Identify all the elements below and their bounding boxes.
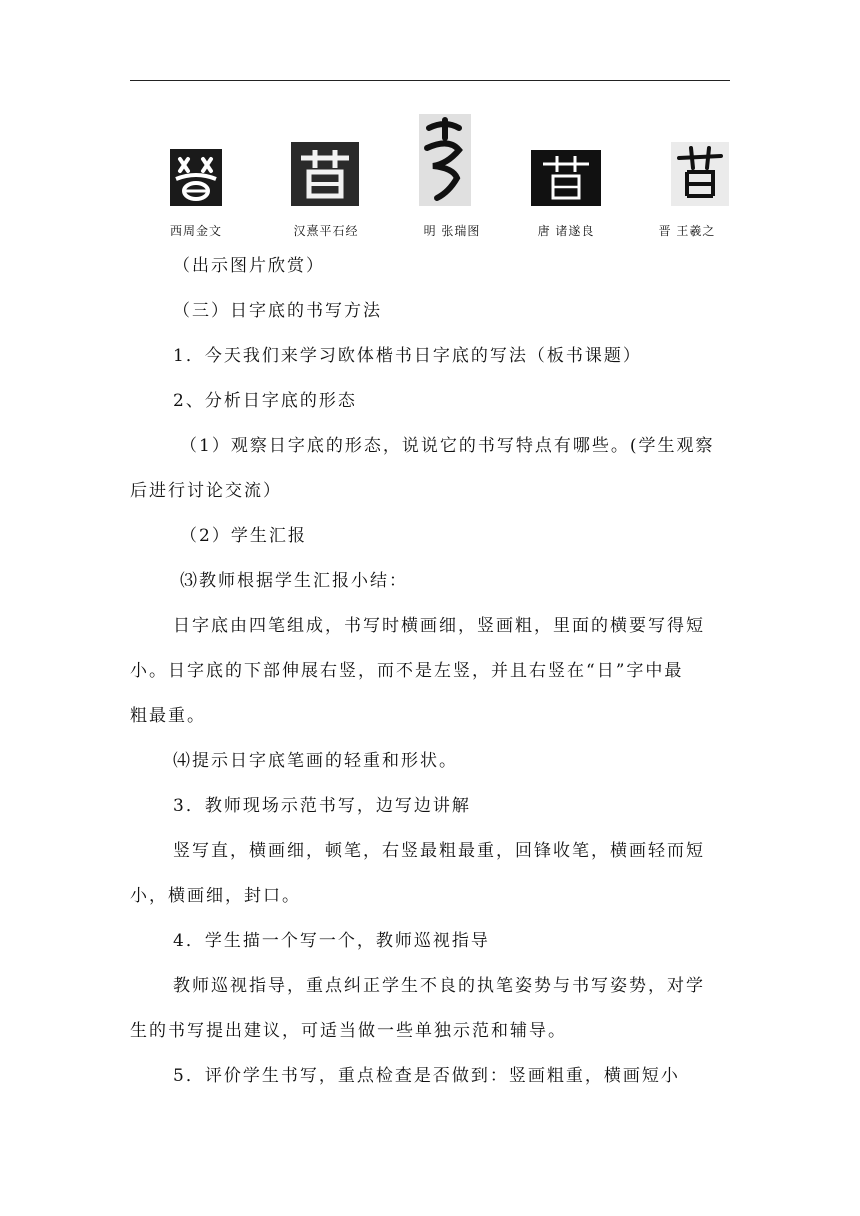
step-2-4: ⑷提示日字底笔画的轻重和形状。 xyxy=(173,751,458,771)
caption-tang-chusuiliang: 唐 诸遂良 xyxy=(537,224,595,238)
step-5: 5．评价学生书写，重点检查是否做到：竖画粗重，横画短小 xyxy=(173,1066,680,1086)
calligraphy-image-bronze xyxy=(170,149,222,206)
calligraphy-image-stone xyxy=(291,142,359,206)
step-2: 2、分析日字底的形态 xyxy=(173,391,357,411)
step-1: 1．今天我们来学习欧体楷书日字底的写法（板书课题） xyxy=(173,346,642,366)
summary-line3: 粗最重。 xyxy=(130,706,206,726)
step-2-1-line1: （1）观察日字底的形态，说说它的书写特点有哪些。(学生观察 xyxy=(180,436,715,456)
step-2-2: （2）学生汇报 xyxy=(180,526,307,546)
calligraphy-image-ink xyxy=(671,142,729,206)
caption-xizhou-jinwen: 西周金文 xyxy=(169,224,223,238)
step-4: 4．学生描一个写一个，教师巡视指导 xyxy=(173,931,490,951)
calligraphy-image-rubbing xyxy=(531,150,601,206)
summary-line1: 日字底由四笔组成，书写时横画细，竖画粗，里面的横要写得短 xyxy=(173,616,705,636)
demo-line2: 小，横画细，封口。 xyxy=(130,886,301,906)
caption-jin-wangxizhi: 晋 王羲之 xyxy=(658,224,716,238)
caption-ming-zhangruitu: 明 张瑞图 xyxy=(423,224,481,238)
step-2-3: ⑶教师根据学生汇报小结： xyxy=(180,571,408,591)
demo-line1: 竖写直，横画细，顿笔，右竖最粗最重，回锋收笔，横画轻而短 xyxy=(173,841,705,861)
guidance-line2: 生的书写提出建议，可适当做一些单独示范和辅导。 xyxy=(130,1021,567,1041)
step-2-1-line2: 后进行讨论交流） xyxy=(130,481,282,501)
guidance-line1: 教师巡视指导，重点纠正学生不良的执笔姿势与书写姿势，对学 xyxy=(173,976,705,996)
paragraph-picture-note: （出示图片欣赏） xyxy=(173,256,325,276)
header-rule xyxy=(130,80,730,81)
section-heading-method: （三）日字底的书写方法 xyxy=(173,301,382,321)
summary-line2: 小。日字底的下部伸展右竖，而不是左竖，并且右竖在“日”字中最 xyxy=(130,661,684,681)
step-3: 3．教师现场示范书写，边写边讲解 xyxy=(173,796,471,816)
caption-han-xiping: 汉熹平石经 xyxy=(293,224,359,238)
calligraphy-image-cursive xyxy=(419,114,471,206)
